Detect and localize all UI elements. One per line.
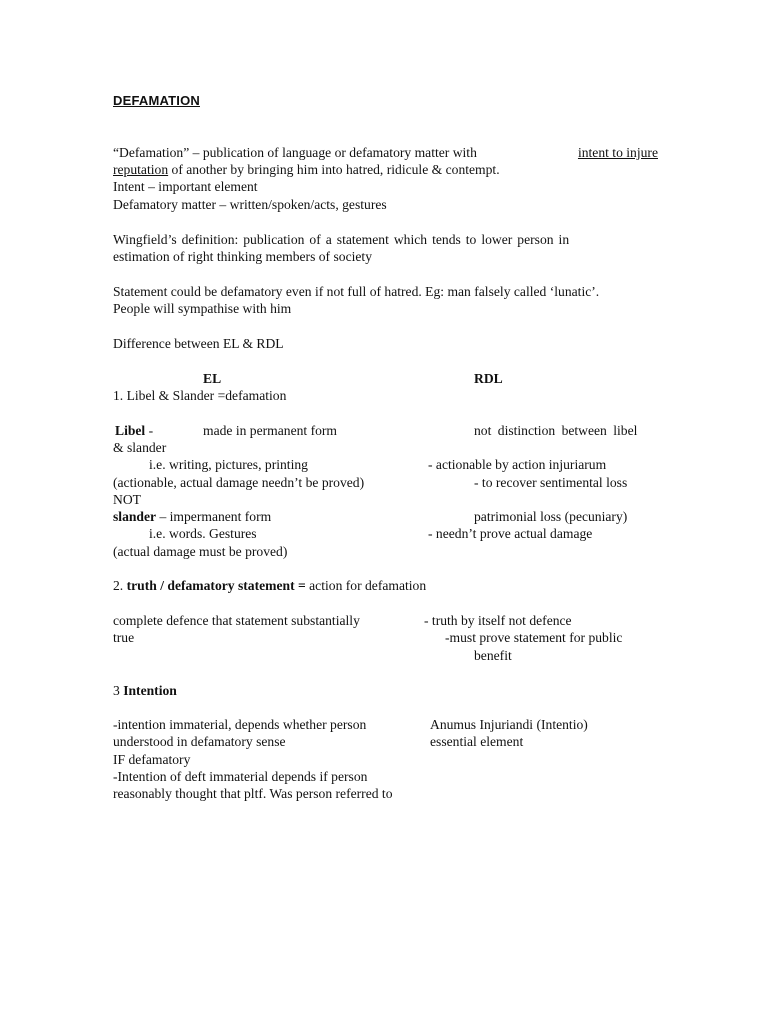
wingfield-line-1: [113, 231, 656, 248]
libel-dash: -: [145, 423, 154, 438]
intro-line-3: Intent – important element: [113, 179, 258, 194]
libel-rdl-line-1: [474, 422, 656, 439]
slander-note: (actual damage must be proved): [113, 544, 288, 559]
point-2-rdl-line-3: benefit: [474, 648, 512, 663]
point-3-el-line-2: understood in defamatory sense: [113, 734, 286, 749]
libel-rdl-line-2: - actionable by action injuriarum: [428, 457, 607, 472]
point-2-el-line-2: true: [113, 630, 135, 645]
wingfield-line-2: estimation of right thinking members of society: [113, 249, 372, 264]
point-3-heading-text: Intention: [123, 683, 177, 698]
difference-heading: Difference between EL & RDL: [113, 336, 284, 351]
libel-note: (actionable, actual damage needn’t be proved): [113, 475, 365, 490]
libel-description: made in permanent form: [203, 423, 337, 438]
point-3-el-line-1: -intention immaterial, depends whether person: [113, 717, 367, 732]
intro-underlined-phrase-2: reputation: [113, 162, 169, 177]
point-3-rdl-line-2: essential element: [430, 734, 524, 749]
not-word: NOT: [113, 492, 141, 507]
point-2-heading-bold: truth / defamatory statement =: [126, 578, 306, 593]
slander-examples: i.e. words. Gestures: [149, 526, 257, 541]
libel-term: [115, 422, 153, 439]
column-heading-rdl: RDL: [474, 371, 503, 386]
slander-rdl-line-1: patrimonial loss (pecuniary): [474, 509, 628, 524]
point-3-el-line-4: -Intention of deft immaterial depends if person: [113, 769, 368, 784]
point-3-el-line-3: IF defamatory: [113, 752, 191, 767]
intro-line-2-text: of another by bringing him into hatred, ridicule & contempt.: [171, 162, 500, 177]
libel-rdl-line-3: - to recover sentimental loss: [474, 475, 628, 490]
point-2-el-line-1: complete defence that statement substantially: [113, 613, 360, 628]
point-1-heading: 1. Libel & Slander =defamation: [113, 388, 287, 403]
intro-line-1-text: “Defamation” – publication of language or defamatory matter with: [113, 145, 477, 160]
libel-continuation: & slander: [113, 440, 167, 455]
statement-line-1: Statement could be defamatory even if not full of hatred. Eg: man falsely called ‘lunatic’.: [113, 284, 600, 299]
point-3-heading: [113, 682, 177, 699]
page-title: DEFAMATION: [113, 93, 200, 108]
libel-rdl-line-1-text: not distinction between libel: [474, 423, 638, 438]
slander-rdl-line-2: - needn’t prove actual damage: [428, 526, 593, 541]
slander-label: slander: [113, 509, 157, 524]
point-3-rdl-line-1: Anumus Injuriandi (Intentio): [430, 717, 588, 732]
point-2-rdl-line-2: -must prove statement for public: [445, 630, 623, 645]
wingfield-line-1-text: Wingfield’s definition: publication of a statement which tends to lower person in: [113, 232, 570, 247]
slander-term: [113, 508, 271, 525]
intro-line-1: [113, 144, 658, 161]
column-heading-el: EL: [203, 371, 222, 386]
point-3-el-line-5: reasonably thought that pltf. Was person referred to: [113, 786, 393, 801]
point-2-rdl-line-1: - truth by itself not defence: [424, 613, 572, 628]
libel-label: Libel: [115, 423, 146, 438]
intro-line-2: [113, 161, 500, 178]
point-2-heading: [113, 577, 426, 594]
slander-description: – impermanent form: [156, 509, 272, 524]
intro-underlined-phrase-1: intent to injure: [577, 145, 658, 160]
statement-line-2: People will sympathise with him: [113, 301, 292, 316]
libel-examples: i.e. writing, pictures, printing: [149, 457, 308, 472]
point-3-number: 3: [113, 683, 120, 698]
point-2-number: 2.: [113, 578, 124, 593]
intro-line-4: Defamatory matter – written/spoken/acts, gestures: [113, 197, 387, 212]
point-2-heading-rest: action for defamation: [305, 578, 427, 593]
